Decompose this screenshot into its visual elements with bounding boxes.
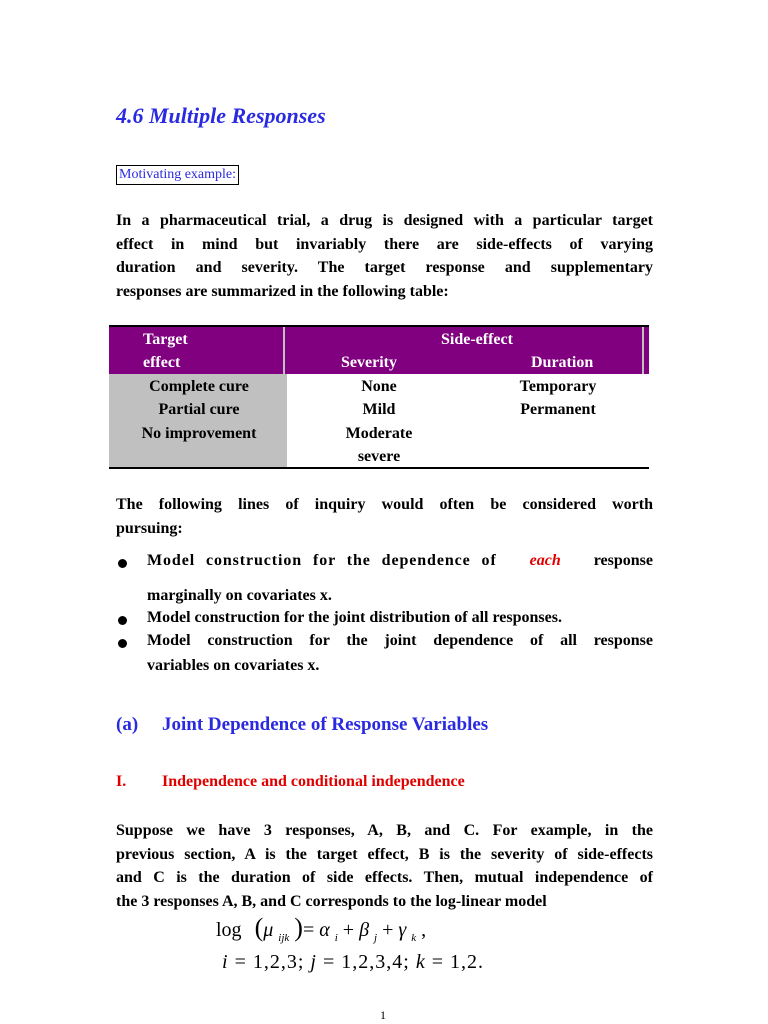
formula-equals: = [302, 919, 315, 941]
table-header-divider [283, 327, 285, 374]
intro-line: responses are summarized in the following table: [116, 282, 449, 300]
formula-comma: , [421, 919, 427, 941]
header-severity: Severity [341, 354, 397, 371]
section-i-title: Independence and conditional independence [162, 773, 465, 790]
table-cell-target: Partial cure [158, 401, 240, 418]
table-cell-severity: Moderate [345, 425, 413, 442]
formula-beta: β [359, 919, 370, 941]
log-linear-formula [216, 913, 426, 943]
section-a-label: (a) [116, 714, 139, 735]
bullet-3-line1: Model construction for the joint dependence of all response [147, 632, 653, 649]
table-cell-target: Complete cure [149, 378, 249, 395]
bullet-dot-icon [118, 639, 127, 648]
intro-paragraph [116, 209, 653, 303]
formula-beta-subscript: j [374, 932, 378, 944]
body-line: and C is the duration of side effects. Then, mutual independence of [116, 869, 653, 886]
formula-mu: μ [263, 919, 274, 941]
bullet-dot-icon [118, 616, 127, 625]
formula-index-ranges [222, 951, 484, 974]
intro-line: duration and severity. The target response and supplementary [116, 259, 653, 276]
header-target-line1: Target [143, 331, 188, 348]
header-duration: Duration [531, 354, 594, 371]
intro-line: effect in mind but invariably there are side-effects of varying [116, 235, 653, 253]
body-paragraph [116, 819, 653, 913]
formula-index-k: k [415, 951, 426, 973]
header-side-effect: Side-effect [441, 331, 513, 348]
formula-mu-subscript: ijk [278, 932, 290, 944]
page-number: 1 [380, 1008, 386, 1022]
formula-plus: + [342, 919, 355, 941]
table-cell-severity: severe [357, 448, 401, 465]
formula-k-values: = 1,2. [431, 951, 484, 973]
bullet-1-emphasis: each [529, 552, 561, 569]
body-line: previous section, A is the target effect, B is the severity of side-effects [116, 845, 653, 863]
table-cell-duration: Permanent [520, 401, 596, 418]
table-cell-severity: None [361, 378, 397, 395]
bullet-1-text-end: response [593, 552, 653, 569]
body-line: the 3 responses A, B, and C corresponds to the log-linear model [116, 892, 547, 910]
formula-plus: + [382, 919, 394, 941]
intro-line: In a pharmaceutical trial, a drug is designed with a particular target [116, 212, 653, 229]
formula-alpha-subscript: i [334, 932, 338, 944]
bullet-2: Model construction for the joint distribution of all responses. [147, 609, 562, 626]
formula-index-j: j [310, 951, 317, 973]
formula-lparen: ( [254, 913, 264, 942]
table-cell-duration: Temporary [519, 378, 597, 395]
table-cell-target: No improvement [141, 425, 257, 442]
formula-rparen: ) [294, 913, 303, 942]
body-line: Suppose we have 3 responses, A, B, and C. For example, in the [116, 822, 653, 839]
inquiry-paragraph [116, 493, 653, 540]
formula-i-values: = 1,2,3; [234, 951, 305, 973]
formula-gamma: γ [398, 919, 407, 941]
formula-gamma-subscript: k [411, 932, 417, 944]
page-title: 4.6 Multiple Responses [116, 103, 326, 128]
inquiry-line: pursuing: [116, 519, 183, 537]
formula-alpha: α [319, 919, 330, 941]
section-a-title: Joint Dependence of Response Variables [162, 714, 489, 735]
section-i-label: I. [116, 773, 127, 790]
table-cell-severity: Mild [362, 401, 396, 418]
bullet-1-text: Model construction for the dependence of [147, 552, 497, 569]
bullet-1-line2: marginally on covariates x. [147, 587, 332, 604]
formula-j-values: = 1,2,3,4; [322, 951, 410, 973]
motivating-example-label: Motivating example: [116, 165, 239, 185]
bullet-3-line2: variables on covariates x. [147, 657, 320, 674]
inquiry-line: The following lines of inquiry would often be considered worth [116, 496, 653, 513]
header-target-line2: effect [143, 354, 181, 371]
bullet-1-line1 [147, 552, 653, 570]
formula-index-i: i [222, 951, 229, 973]
bullet-dot-icon [118, 559, 127, 568]
table-header-right-edge [642, 327, 644, 374]
formula-log: log [216, 919, 242, 941]
